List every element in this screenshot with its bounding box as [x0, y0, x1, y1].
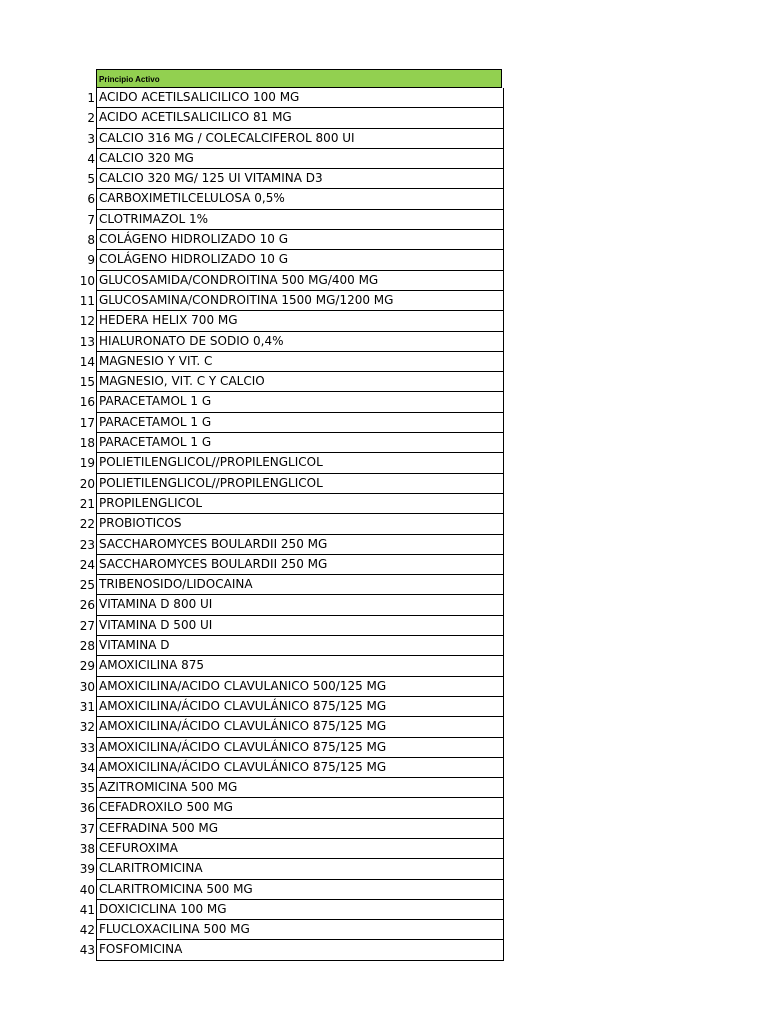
- row-number: 34: [79, 760, 95, 775]
- table-row: [79, 555, 504, 575]
- table-row: [79, 433, 504, 453]
- table-row: [87, 149, 504, 169]
- table-row: [79, 535, 504, 555]
- principio-activo-cell[interactable]: PARACETAMOL 1 G: [96, 392, 504, 412]
- principio-activo-cell[interactable]: MAGNESIO Y VIT. C: [96, 352, 504, 372]
- row-number: 11: [79, 293, 95, 308]
- row-number: 16: [79, 395, 95, 410]
- principio-activo-cell[interactable]: COLÁGENO HIDROLIZADO 10 G: [96, 230, 504, 250]
- table-row: [79, 636, 504, 656]
- row-number: 10: [79, 273, 95, 288]
- row-number: 26: [79, 598, 95, 613]
- principio-activo-cell[interactable]: POLIETILENGLICOL//PROPILENGLICOL: [96, 453, 504, 473]
- row-number: 36: [79, 801, 95, 816]
- principio-activo-cell[interactable]: PARACETAMOL 1 G: [96, 433, 504, 453]
- table-row: [79, 291, 504, 311]
- principio-activo-cell[interactable]: PROBIOTICOS: [96, 514, 504, 534]
- row-number: 8: [87, 233, 95, 248]
- principio-activo-cell[interactable]: CLOTRIMAZOL 1%: [96, 210, 504, 230]
- table-row: [79, 738, 504, 758]
- principio-activo-cell[interactable]: VITAMINA D: [96, 636, 504, 656]
- principio-activo-cell[interactable]: FOSFOMICINA: [96, 940, 504, 960]
- row-number: 40: [79, 882, 95, 897]
- principio-activo-cell[interactable]: GLUCOSAMINA/CONDROITINA 1500 MG/1200 MG: [96, 291, 504, 311]
- table-row: [79, 494, 504, 514]
- table-row: [79, 859, 504, 879]
- principio-activo-cell[interactable]: AMOXICILINA/ÁCIDO CLAVULÁNICO 875/125 MG: [96, 717, 504, 737]
- table-row: [87, 230, 504, 250]
- table-row: [79, 839, 504, 859]
- table-row: [87, 169, 504, 189]
- principio-activo-cell[interactable]: HIALURONATO DE SODIO 0,4%: [96, 332, 504, 352]
- row-number: 1: [87, 91, 95, 105]
- principio-activo-cell[interactable]: PARACETAMOL 1 G: [96, 413, 504, 433]
- table-row: [79, 616, 504, 636]
- table-row: [79, 920, 504, 940]
- row-number: 39: [79, 862, 95, 877]
- principio-activo-cell[interactable]: SACCHAROMYCES BOULARDII 250 MG: [96, 535, 504, 555]
- principio-activo-cell[interactable]: VITAMINA D 800 UI: [96, 595, 504, 615]
- table-row: [87, 108, 504, 128]
- column-header-principio-activo[interactable]: Principio Activo: [96, 69, 502, 88]
- row-number: 18: [79, 436, 95, 451]
- row-number: 43: [79, 943, 95, 958]
- principio-activo-cell[interactable]: AMOXICILINA/ÁCIDO CLAVULÁNICO 875/125 MG: [96, 738, 504, 758]
- table-row: [79, 453, 504, 473]
- table-row: [79, 575, 504, 595]
- row-number: 42: [79, 923, 95, 938]
- row-number: 29: [79, 659, 95, 674]
- principio-activo-cell[interactable]: AZITROMICINA 500 MG: [96, 778, 504, 798]
- row-number: 14: [79, 354, 95, 369]
- table-row: [79, 900, 504, 920]
- principio-activo-cell[interactable]: CARBOXIMETILCELULOSA 0,5%: [96, 189, 504, 209]
- table-row: [79, 880, 504, 900]
- row-number: 21: [79, 496, 95, 511]
- principio-activo-cell[interactable]: DOXICICLINA 100 MG: [96, 900, 504, 920]
- table-row: [79, 271, 504, 291]
- table-row: [79, 778, 504, 798]
- row-number: 28: [79, 639, 95, 654]
- principio-activo-cell[interactable]: AMOXICILINA/ÁCIDO CLAVULÁNICO 875/125 MG: [96, 758, 504, 778]
- row-number: 22: [79, 517, 95, 532]
- table-row: [79, 413, 504, 433]
- row-number: 41: [79, 902, 95, 917]
- table-row: [79, 717, 504, 737]
- row-number: 6: [87, 192, 95, 207]
- principio-activo-cell[interactable]: POLIETILENGLICOL//PROPILENGLICOL: [96, 474, 504, 494]
- table-body: [79, 88, 504, 961]
- row-number: 7: [87, 212, 95, 227]
- row-number: 12: [79, 314, 95, 329]
- row-number: 9: [87, 253, 95, 268]
- row-number: 15: [79, 375, 95, 390]
- principio-activo-cell[interactable]: CEFUROXIMA: [96, 839, 504, 859]
- row-number: 17: [79, 415, 95, 430]
- principio-activo-cell[interactable]: CALCIO 320 MG/ 125 UI VITAMINA D3: [96, 169, 504, 189]
- row-number: 33: [79, 740, 95, 755]
- row-number: 2: [87, 111, 95, 126]
- table-row: [79, 697, 504, 717]
- table-row: [87, 88, 504, 108]
- table-row: [87, 189, 504, 209]
- row-number: 38: [79, 841, 95, 856]
- row-number: 24: [79, 557, 95, 572]
- table-row: [79, 352, 504, 372]
- table-row: [79, 372, 504, 392]
- table-row: [79, 819, 504, 839]
- principio-activo-cell[interactable]: CEFADROXILO 500 MG: [96, 798, 504, 818]
- principio-activo-cell[interactable]: ACIDO ACETILSALICILICO 100 MG: [96, 88, 504, 108]
- row-number: 13: [79, 334, 95, 349]
- table-row: [79, 758, 504, 778]
- principio-activo-cell[interactable]: CLARITROMICINA: [96, 859, 504, 879]
- table-row: [87, 250, 504, 270]
- table-row: [79, 940, 504, 960]
- table-row: [87, 210, 504, 230]
- table-row: [79, 332, 504, 352]
- row-number: 19: [79, 456, 95, 471]
- principio-activo-cell[interactable]: ACIDO ACETILSALICILICO 81 MG: [96, 108, 504, 128]
- principio-activo-cell[interactable]: MAGNESIO, VIT. C Y CALCIO: [96, 372, 504, 392]
- row-number: 30: [79, 679, 95, 694]
- table-row: [79, 656, 504, 676]
- row-number: 20: [79, 476, 95, 491]
- table-row: [87, 129, 504, 149]
- table-row: [79, 311, 504, 331]
- row-number: 31: [79, 699, 95, 714]
- row-number: 3: [87, 131, 95, 146]
- principio-activo-cell[interactable]: CLARITROMICINA 500 MG: [96, 880, 504, 900]
- principio-activo-cell[interactable]: HEDERA HELIX 700 MG: [96, 311, 504, 331]
- row-number: 32: [79, 720, 95, 735]
- principio-activo-cell[interactable]: AMOXICILINA/ÁCIDO CLAVULÁNICO 875/125 MG: [96, 697, 504, 717]
- principio-activo-cell[interactable]: TRIBENOSIDO/LIDOCAINA: [96, 575, 504, 595]
- table-row: [79, 392, 504, 412]
- row-number: 27: [79, 618, 95, 633]
- principio-activo-cell[interactable]: CALCIO 320 MG: [96, 149, 504, 169]
- row-number: 23: [79, 537, 95, 552]
- principio-activo-cell[interactable]: AMOXICILINA/ACIDO CLAVULANICO 500/125 MG: [96, 677, 504, 697]
- table-row: [79, 677, 504, 697]
- principio-activo-cell[interactable]: CALCIO 316 MG / COLECALCIFEROL 800 UI: [96, 129, 504, 149]
- principio-activo-cell[interactable]: GLUCOSAMIDA/CONDROITINA 500 MG/400 MG: [96, 271, 504, 291]
- row-number: 4: [87, 151, 95, 166]
- principio-activo-cell[interactable]: COLÁGENO HIDROLIZADO 10 G: [96, 250, 504, 270]
- principio-activo-cell[interactable]: CEFRADINA 500 MG: [96, 819, 504, 839]
- table-row: [79, 798, 504, 818]
- row-number: 25: [79, 578, 95, 593]
- principio-activo-cell[interactable]: VITAMINA D 500 UI: [96, 616, 504, 636]
- principio-activo-cell[interactable]: AMOXICILINA 875: [96, 656, 504, 676]
- principio-activo-cell[interactable]: SACCHAROMYCES BOULARDII 250 MG: [96, 555, 504, 575]
- principio-activo-cell[interactable]: FLUCLOXACILINA 500 MG: [96, 920, 504, 940]
- table-row: [79, 474, 504, 494]
- row-number: 5: [87, 172, 95, 187]
- principio-activo-cell[interactable]: PROPILENGLICOL: [96, 494, 504, 514]
- row-number: 37: [79, 821, 95, 836]
- table-row: [79, 595, 504, 615]
- table-row: [79, 514, 504, 534]
- row-number: 35: [79, 781, 95, 796]
